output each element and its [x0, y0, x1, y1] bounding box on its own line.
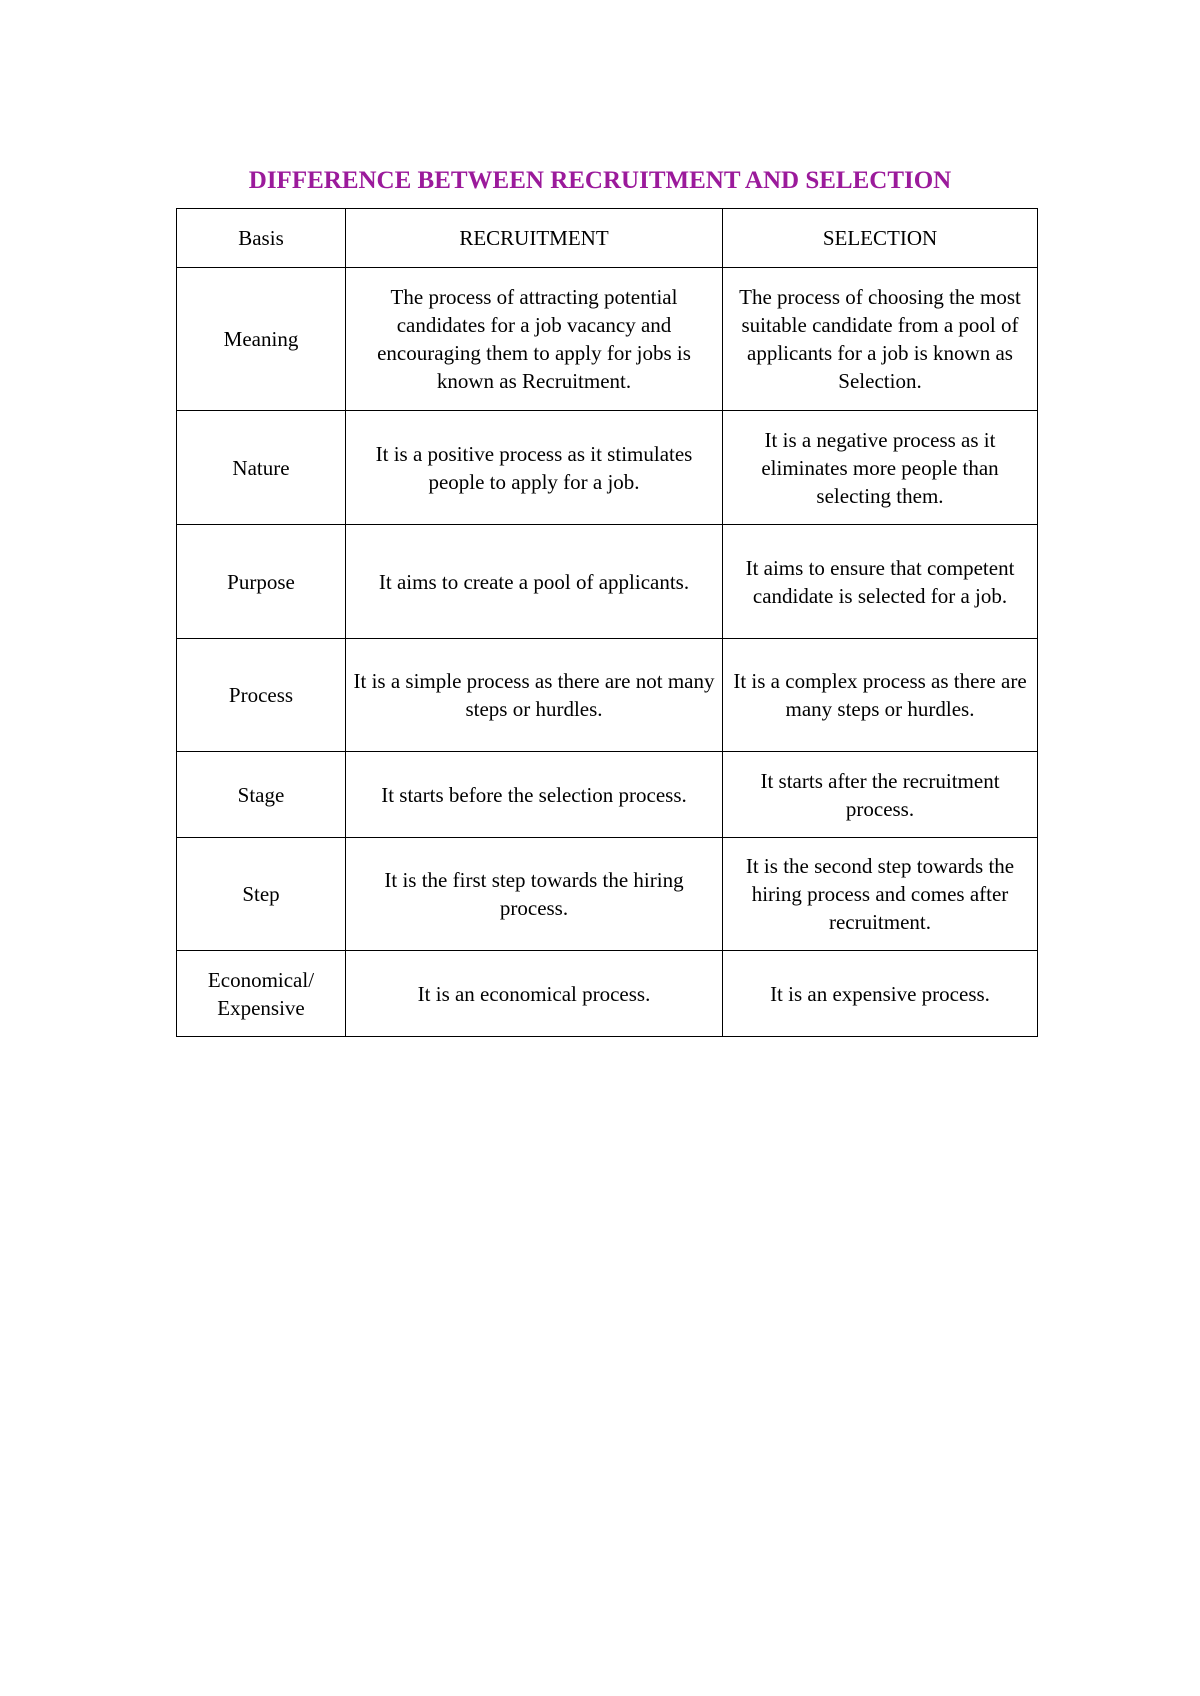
- header-basis: Basis: [177, 209, 346, 268]
- basis-cell: Economical/ Expensive: [177, 951, 346, 1037]
- recruitment-cell: It starts before the selection process.: [346, 752, 723, 838]
- recruitment-cell: The process of attracting potential candidates for a job vacancy and encouraging them to apply for jobs is known as Recruitment.: [346, 268, 723, 411]
- basis-cell: Purpose: [177, 525, 346, 639]
- header-recruitment: RECRUITMENT: [346, 209, 723, 268]
- basis-cell: Stage: [177, 752, 346, 838]
- selection-cell: It is an expensive process.: [723, 951, 1038, 1037]
- table-row: [177, 525, 1038, 639]
- table-row: [177, 951, 1038, 1037]
- table-row: [177, 752, 1038, 838]
- basis-cell: Process: [177, 639, 346, 752]
- table-row: [177, 639, 1038, 752]
- basis-cell: Meaning: [177, 268, 346, 411]
- recruitment-cell: It is the first step towards the hiring process.: [346, 838, 723, 951]
- selection-cell: The process of choosing the most suitable candidate from a pool of applicants for a job is known as Selection.: [723, 268, 1038, 411]
- basis-cell: Nature: [177, 411, 346, 525]
- recruitment-cell: It is an economical process.: [346, 951, 723, 1037]
- recruitment-cell: It is a simple process as there are not many steps or hurdles.: [346, 639, 723, 752]
- selection-cell: It aims to ensure that competent candidate is selected for a job.: [723, 525, 1038, 639]
- table-row: [177, 411, 1038, 525]
- selection-cell: It starts after the recruitment process.: [723, 752, 1038, 838]
- recruitment-cell: It aims to create a pool of applicants.: [346, 525, 723, 639]
- recruitment-cell: It is a positive process as it stimulates people to apply for a job.: [346, 411, 723, 525]
- selection-cell: It is a complex process as there are many steps or hurdles.: [723, 639, 1038, 752]
- table-row: [177, 838, 1038, 951]
- comparison-table: [176, 208, 1038, 1037]
- header-selection: SELECTION: [723, 209, 1038, 268]
- selection-cell: It is the second step towards the hiring process and comes after recruitment.: [723, 838, 1038, 951]
- selection-cell: It is a negative process as it eliminates more people than selecting them.: [723, 411, 1038, 525]
- basis-cell: Step: [177, 838, 346, 951]
- document-title: DIFFERENCE BETWEEN RECRUITMENT AND SELECTION: [248, 167, 952, 194]
- table-row: [177, 268, 1038, 411]
- table-header-row: [177, 209, 1038, 268]
